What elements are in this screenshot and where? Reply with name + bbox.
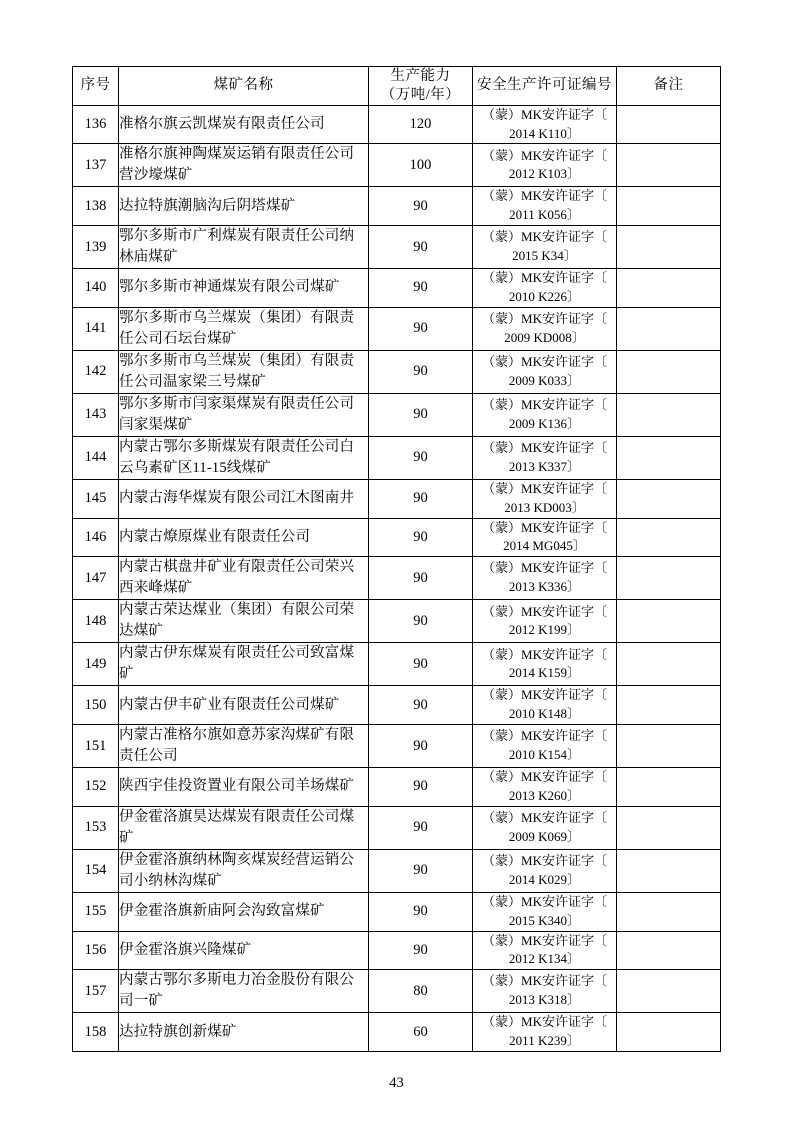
row-note — [617, 600, 721, 643]
row-license-number — [473, 725, 617, 768]
row-license-line2: 2009 K033〕 — [508, 372, 581, 388]
row-license-line1: （蒙）MK安许证字〔 — [482, 188, 607, 204]
row-license-line1: （蒙）MK安许证字〔 — [482, 229, 607, 245]
row-index: 143 — [73, 393, 119, 436]
row-license-line2: 2010 K148〕 — [508, 706, 581, 722]
row-capacity: 90 — [369, 892, 473, 931]
row-mine-name: 内蒙古准格尔旗如意苏家沟煤矿有限责任公司 — [119, 725, 369, 768]
row-capacity: 90 — [369, 768, 473, 807]
table-row — [73, 518, 721, 557]
row-index: 157 — [73, 970, 119, 1013]
row-note — [617, 849, 721, 892]
row-license-number — [473, 768, 617, 807]
row-note — [617, 557, 721, 600]
row-mine-name: 伊金霍洛旗纳林陶亥煤炭经营运销公司小纳林沟煤矿 — [119, 849, 369, 892]
row-capacity: 90 — [369, 725, 473, 768]
row-license-number — [473, 436, 617, 479]
row-note — [617, 226, 721, 269]
row-license-line1: （蒙）MK安许证字〔 — [482, 397, 607, 413]
row-index: 156 — [73, 931, 119, 970]
row-license-line2: 2014 MG045〕 — [503, 538, 586, 554]
row-license-line1: （蒙）MK安许证字〔 — [482, 893, 607, 909]
row-capacity: 90 — [369, 806, 473, 849]
row-mine-name: 准格尔旗云凯煤炭有限责任公司 — [119, 105, 369, 144]
row-license-number — [473, 643, 617, 686]
row-mine-name: 内蒙古燎原煤业有限责任公司 — [119, 518, 369, 557]
row-license-line2: 2011 K239〕 — [509, 1033, 580, 1049]
row-index: 150 — [73, 686, 119, 725]
row-capacity: 90 — [369, 436, 473, 479]
row-note — [617, 518, 721, 557]
row-license-line2: 2013 K318〕 — [508, 992, 581, 1008]
table-row — [73, 307, 721, 350]
row-license-line1: （蒙）MK安许证字〔 — [482, 809, 607, 825]
table-body — [73, 105, 721, 1051]
table-row — [73, 600, 721, 643]
row-mine-name: 达拉特旗潮脑沟后阴塔煤矿 — [119, 187, 369, 226]
row-license-number — [473, 518, 617, 557]
row-license-line2: 2013 K336〕 — [508, 579, 581, 595]
row-license-line1: （蒙）MK安许证字〔 — [482, 354, 607, 370]
column-header-license-label: 安全生产许可证编号 — [477, 77, 612, 94]
row-license-line1: （蒙）MK安许证字〔 — [482, 1014, 607, 1030]
row-mine-name: 内蒙古鄂尔多斯煤炭有限责任公司白云乌素矿区11-15线煤矿 — [119, 436, 369, 479]
row-license-line1: （蒙）MK安许证字〔 — [482, 646, 607, 662]
row-license-number — [473, 970, 617, 1013]
column-header-index-label: 序号 — [80, 77, 111, 94]
row-mine-name: 内蒙古荣达煤业（集团）有限公司荣达煤矿 — [119, 600, 369, 643]
row-capacity: 60 — [369, 1013, 473, 1052]
row-license-number — [473, 1013, 617, 1052]
row-license-line2: 2015 K34〕 — [512, 248, 577, 264]
row-license-number — [473, 307, 617, 350]
table-row — [73, 643, 721, 686]
row-index: 148 — [73, 600, 119, 643]
row-index: 155 — [73, 892, 119, 931]
row-license-number — [473, 144, 617, 187]
row-index: 147 — [73, 557, 119, 600]
row-mine-name: 内蒙古伊东煤炭有限责任公司致富煤矿 — [119, 643, 369, 686]
table-row — [73, 105, 721, 144]
table-row — [73, 970, 721, 1013]
row-license-line1: （蒙）MK安许证字〔 — [482, 769, 607, 785]
row-note — [617, 479, 721, 518]
column-header-index — [73, 67, 119, 106]
row-note — [617, 350, 721, 393]
row-mine-name: 鄂尔多斯市神通煤炭有限公司煤矿 — [119, 269, 369, 308]
row-license-line1: （蒙）MK安许证字〔 — [482, 106, 607, 122]
row-index: 139 — [73, 226, 119, 269]
row-license-line1: （蒙）MK安许证字〔 — [482, 560, 607, 576]
row-index: 142 — [73, 350, 119, 393]
row-license-line1: （蒙）MK安许证字〔 — [482, 270, 607, 286]
table-row — [73, 557, 721, 600]
row-index: 151 — [73, 725, 119, 768]
table-row — [73, 350, 721, 393]
row-note — [617, 931, 721, 970]
column-header-note — [617, 67, 721, 106]
row-index: 158 — [73, 1013, 119, 1052]
row-note — [617, 725, 721, 768]
row-mine-name: 鄂尔多斯市乌兰煤炭（集团）有限责任公司石坛台煤矿 — [119, 307, 369, 350]
row-capacity: 90 — [369, 600, 473, 643]
row-mine-name: 准格尔旗神陶煤炭运销有限责任公司营沙壕煤矿 — [119, 144, 369, 187]
row-capacity: 90 — [369, 849, 473, 892]
row-license-line1: （蒙）MK安许证字〔 — [482, 147, 607, 163]
row-license-line2: 2011 K056〕 — [509, 207, 580, 223]
row-license-line2: 2009 K136〕 — [508, 415, 581, 431]
row-index: 141 — [73, 307, 119, 350]
row-license-line1: （蒙）MK安许证字〔 — [482, 728, 607, 744]
row-license-line1: （蒙）MK安许证字〔 — [482, 853, 607, 869]
row-license-line2: 2010 K226〕 — [508, 288, 581, 304]
row-note — [617, 892, 721, 931]
row-license-number — [473, 931, 617, 970]
row-capacity: 90 — [369, 187, 473, 226]
row-license-line1: （蒙）MK安许证字〔 — [482, 687, 607, 703]
table-row — [73, 686, 721, 725]
row-license-line2: 2014 K159〕 — [508, 665, 581, 681]
row-index: 137 — [73, 144, 119, 187]
row-mine-name: 伊金霍洛旗昊达煤炭有限责任公司煤矿 — [119, 806, 369, 849]
row-mine-name: 内蒙古棋盘井矿业有限责任公司荣兴西来峰煤矿 — [119, 557, 369, 600]
table-row — [73, 725, 721, 768]
row-note — [617, 806, 721, 849]
row-note — [617, 393, 721, 436]
row-note — [617, 970, 721, 1013]
row-note — [617, 269, 721, 308]
row-license-line1: （蒙）MK安许证字〔 — [482, 603, 607, 619]
row-capacity: 100 — [369, 144, 473, 187]
row-license-line2: 2009 K069〕 — [508, 828, 581, 844]
table-row — [73, 226, 721, 269]
row-index: 144 — [73, 436, 119, 479]
row-capacity: 90 — [369, 350, 473, 393]
row-index: 154 — [73, 849, 119, 892]
coal-mine-table — [72, 66, 721, 1052]
table-row — [73, 269, 721, 308]
row-index: 136 — [73, 105, 119, 144]
row-capacity: 90 — [369, 226, 473, 269]
row-mine-name: 内蒙古海华煤炭有限公司江木图南井 — [119, 479, 369, 518]
column-header-note-label: 备注 — [653, 77, 684, 94]
row-index: 138 — [73, 187, 119, 226]
row-license-line2: 2009 KD008〕 — [504, 329, 585, 345]
row-mine-name: 内蒙古伊丰矿业有限责任公司煤矿 — [119, 686, 369, 725]
row-license-line2: 2014 K110〕 — [509, 125, 580, 141]
row-note — [617, 105, 721, 144]
row-capacity: 90 — [369, 686, 473, 725]
row-index: 145 — [73, 479, 119, 518]
row-note — [617, 144, 721, 187]
row-note — [617, 768, 721, 807]
row-index: 149 — [73, 643, 119, 686]
row-license-line2: 2012 K199〕 — [508, 622, 581, 638]
row-license-line1: （蒙）MK安许证字〔 — [482, 480, 607, 496]
row-capacity: 90 — [369, 269, 473, 308]
row-license-number — [473, 105, 617, 144]
row-license-line2: 2014 K029〕 — [508, 871, 581, 887]
table-header — [73, 67, 721, 106]
table-row — [73, 768, 721, 807]
row-note — [617, 436, 721, 479]
row-capacity: 90 — [369, 931, 473, 970]
row-note — [617, 307, 721, 350]
row-index: 140 — [73, 269, 119, 308]
column-header-name — [119, 67, 369, 106]
row-license-number — [473, 849, 617, 892]
row-license-line2: 2012 K134〕 — [508, 951, 581, 967]
table-row — [73, 436, 721, 479]
row-capacity: 90 — [369, 393, 473, 436]
row-license-number — [473, 557, 617, 600]
row-license-line2: 2013 KD003〕 — [504, 499, 585, 515]
row-license-number — [473, 226, 617, 269]
row-license-line1: （蒙）MK安许证字〔 — [482, 932, 607, 948]
row-license-number — [473, 600, 617, 643]
row-capacity: 90 — [369, 643, 473, 686]
row-index: 152 — [73, 768, 119, 807]
row-license-line2: 2015 K340〕 — [508, 912, 581, 928]
row-mine-name: 伊金霍洛旗新庙阿会沟致富煤矿 — [119, 892, 369, 931]
row-capacity: 90 — [369, 557, 473, 600]
table-row — [73, 144, 721, 187]
row-mine-name: 达拉特旗创新煤矿 — [119, 1013, 369, 1052]
table-row — [73, 931, 721, 970]
row-license-line2: 2010 K154〕 — [508, 747, 581, 763]
row-capacity: 120 — [369, 105, 473, 144]
row-note — [617, 643, 721, 686]
row-mine-name: 陕西宇佳投资置业有限公司羊场煤矿 — [119, 768, 369, 807]
column-header-capacity-label-line2: （万吨/年） — [380, 86, 461, 103]
row-license-line1: （蒙）MK安许证字〔 — [482, 440, 607, 456]
row-license-line2: 2013 K337〕 — [508, 458, 581, 474]
table-row — [73, 1013, 721, 1052]
row-license-line1: （蒙）MK安许证字〔 — [482, 310, 607, 326]
row-note — [617, 187, 721, 226]
row-index: 153 — [73, 806, 119, 849]
table-row — [73, 187, 721, 226]
row-mine-name: 内蒙古鄂尔多斯电力冶金股份有限公司一矿 — [119, 970, 369, 1013]
row-license-line2: 2012 K103〕 — [508, 166, 581, 182]
table-row — [73, 849, 721, 892]
row-license-number — [473, 686, 617, 725]
row-license-line1: （蒙）MK安许证字〔 — [482, 973, 607, 989]
row-license-number — [473, 892, 617, 931]
table-row — [73, 806, 721, 849]
table-row — [73, 393, 721, 436]
page-number: 43 — [389, 1075, 404, 1091]
table-row — [73, 892, 721, 931]
row-mine-name: 鄂尔多斯市广利煤炭有限责任公司纳林庙煤矿 — [119, 226, 369, 269]
row-license-number — [473, 350, 617, 393]
table-row — [73, 479, 721, 518]
row-capacity: 90 — [369, 307, 473, 350]
row-capacity: 80 — [369, 970, 473, 1013]
row-index: 146 — [73, 518, 119, 557]
row-license-number — [473, 187, 617, 226]
row-capacity: 90 — [369, 518, 473, 557]
column-header-capacity-label-line1: 生产能力 — [390, 68, 451, 84]
row-note — [617, 1013, 721, 1052]
column-header-license — [473, 67, 617, 106]
table-header-row — [73, 67, 721, 106]
row-mine-name: 伊金霍洛旗兴隆煤矿 — [119, 931, 369, 970]
row-capacity: 90 — [369, 479, 473, 518]
row-mine-name: 鄂尔多斯市闫家渠煤炭有限责任公司闫家渠煤矿 — [119, 393, 369, 436]
column-header-capacity — [369, 67, 473, 106]
column-header-name-label: 煤矿名称 — [213, 77, 274, 94]
row-mine-name: 鄂尔多斯市乌兰煤炭（集团）有限责任公司温家梁三号煤矿 — [119, 350, 369, 393]
row-license-number — [473, 269, 617, 308]
row-license-number — [473, 479, 617, 518]
row-license-line1: （蒙）MK安许证字〔 — [482, 519, 607, 535]
row-license-number — [473, 393, 617, 436]
row-note — [617, 686, 721, 725]
row-license-line2: 2013 K260〕 — [508, 787, 581, 803]
row-license-number — [473, 806, 617, 849]
